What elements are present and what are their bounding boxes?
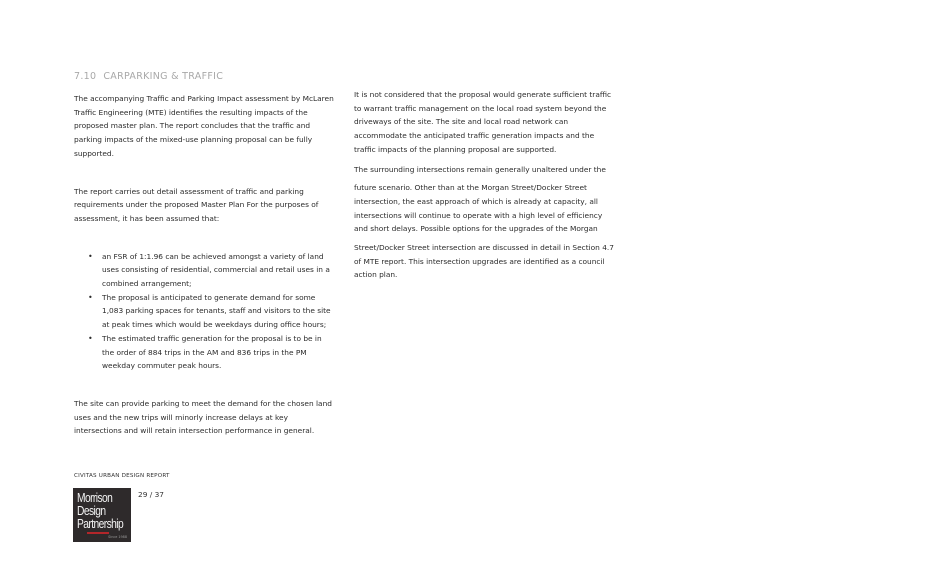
intersections-paragraph-line: The surrounding intersections remain generally unaltered under the <box>354 164 606 174</box>
logo-since: Since 1988 <box>108 535 127 539</box>
left-column <box>74 92 334 438</box>
list-item-text: The proposal is anticipated to generate demand for some 1,083 parking spaces for tenants, staff and visitors to the site at peak times which would be weekdays during office hours; <box>102 292 331 330</box>
list-item-text: an FSR of 1:1.96 can be achieved amongst a variety of land uses consisting of residential, commercial and retail uses in a combined arrangement; <box>102 251 330 289</box>
page-number: 29 / 37 <box>138 490 164 499</box>
list-item <box>74 332 334 373</box>
right-column <box>354 88 616 282</box>
assumptions-list <box>74 250 334 373</box>
section-title: CARPARKING & TRAFFIC <box>103 71 224 82</box>
section-number: 7.10 <box>74 71 97 82</box>
traffic-paragraph: It is not considered that the proposal would generate sufficient traffic to warrant traffic management on the local road system beyond the driveways of the site. The site and local road network can accommodate the anticipated traffic generation impacts and the traffic impacts of the planning proposal are supported. <box>354 90 612 154</box>
list-item <box>74 250 334 291</box>
logo-line-2: Design <box>77 504 106 518</box>
assumptions-intro-paragraph: The report carries out detail assessment of traffic and parking requirements under the proposed Master Plan For the purposes of assessment, it has been assumed that: <box>74 186 319 223</box>
intersections-paragraph: future scenario. Other than at the Morgan Street/Docker Street intersection, the east approach of which is already at capacity, all intersections will continue to operate with a high level of efficiency and short delays. Possible options for the upgrades of the Morgan <box>354 183 603 234</box>
logo-line-3: Partnership <box>77 517 124 531</box>
intro-paragraph: The accompanying Traffic and Parking Impact assessment by McLaren Traffic Engineering (MTE) identifies the resulting impacts of the proposed master plan. The report concludes that the traffic and parking impacts of the mixed-use planning proposal can be fully supported. <box>74 94 334 158</box>
section-heading <box>74 71 223 82</box>
report-label: CIVITAS URBAN DESIGN REPORT <box>74 473 170 479</box>
logo-line-1: Morrison <box>77 491 113 505</box>
conclusion-paragraph: The site can provide parking to meet the demand for the chosen land uses and the new trips will minorly increase delays at key intersections and will retain intersection performance in general. <box>74 398 332 436</box>
upgrades-paragraph: Street/Docker Street intersection are discussed in detail in Section 4.7 of MTE report. This intersection upgrades are identified as a council action plan. <box>354 243 614 280</box>
bullet-icon: • <box>88 292 93 302</box>
bullet-icon: • <box>88 251 93 261</box>
company-logo <box>73 488 131 542</box>
bullet-icon: • <box>88 333 93 343</box>
list-item-text: The estimated traffic generation for the proposal is to be in the order of 884 trips in the AM and 836 trips in the PM weekday commuter peak hours. <box>102 333 322 371</box>
list-item <box>74 291 334 332</box>
logo-accent-bar <box>87 532 109 534</box>
